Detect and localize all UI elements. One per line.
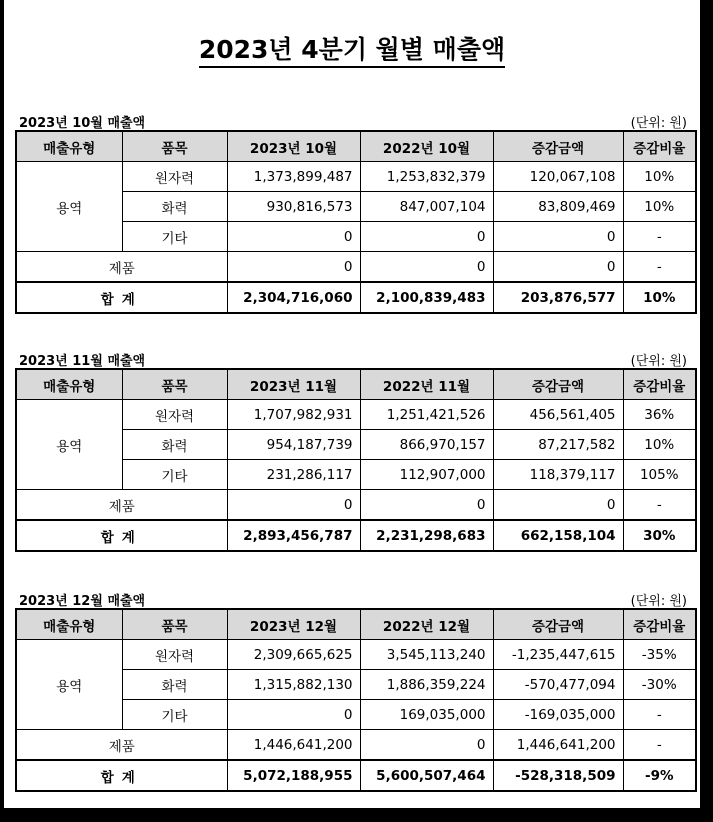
- total-rate: 10%: [623, 282, 696, 313]
- item-cell: 화력: [122, 192, 227, 222]
- current-cell: 1,315,882,130: [227, 670, 360, 700]
- current-cell: 2,309,665,625: [227, 640, 360, 670]
- diff-cell: -570,477,094: [493, 670, 623, 700]
- header-type: 매출유형: [16, 369, 122, 400]
- current-cell: 1,707,982,931: [227, 400, 360, 430]
- header-current: 2023년 12월: [227, 609, 360, 640]
- header-prior: 2022년 10월: [360, 131, 493, 162]
- prior-cell: 1,886,359,224: [360, 670, 493, 700]
- table-row: [16, 640, 696, 670]
- header-change-amount: 증감금액: [493, 609, 623, 640]
- total-label: 합계: [16, 520, 227, 551]
- table-row: [16, 162, 696, 192]
- diff-cell: 456,561,405: [493, 400, 623, 430]
- rate-cell: -30%: [623, 670, 696, 700]
- total-row: [16, 520, 696, 551]
- prior-cell: 0: [360, 730, 493, 761]
- service-type-cell: 용역: [16, 162, 122, 252]
- section-title: 2023년 10월 매출액: [19, 116, 146, 131]
- header-change-rate: 증감비율: [623, 609, 696, 640]
- total-label: 합계: [16, 282, 227, 313]
- diff-cell: 0: [493, 490, 623, 521]
- prior-cell: 866,970,157: [360, 430, 493, 460]
- current-cell: 231,286,117: [227, 460, 360, 490]
- section-title: 2023년 11월 매출액: [19, 354, 146, 369]
- total-prior: 2,231,298,683: [360, 520, 493, 551]
- unit-label: (단위: 원): [630, 116, 687, 131]
- total-current: 5,072,188,955: [227, 760, 360, 791]
- service-type-cell: 용역: [16, 640, 122, 730]
- rate-cell: -: [623, 730, 696, 761]
- current-cell: 0: [227, 490, 360, 521]
- october-sales-table: [15, 130, 697, 314]
- prior-cell: 112,907,000: [360, 460, 493, 490]
- item-cell: 기타: [122, 700, 227, 730]
- unit-label: (단위: 원): [630, 594, 687, 609]
- header-change-amount: 증감금액: [493, 369, 623, 400]
- header-item: 품목: [122, 609, 227, 640]
- table-row: [16, 400, 696, 430]
- prior-cell: 169,035,000: [360, 700, 493, 730]
- header-item: 품목: [122, 131, 227, 162]
- prior-cell: 0: [360, 252, 493, 283]
- product-row: [16, 490, 696, 521]
- rate-cell: 36%: [623, 400, 696, 430]
- rate-cell: 10%: [623, 430, 696, 460]
- total-prior: 5,600,507,464: [360, 760, 493, 791]
- december-sales-section: [15, 586, 689, 792]
- total-row: [16, 282, 696, 313]
- diff-cell: -1,235,447,615: [493, 640, 623, 670]
- diff-cell: 0: [493, 222, 623, 252]
- total-current: 2,304,716,060: [227, 282, 360, 313]
- rate-cell: 105%: [623, 460, 696, 490]
- header-type: 매출유형: [16, 609, 122, 640]
- item-cell: 원자력: [122, 400, 227, 430]
- item-cell: 기타: [122, 460, 227, 490]
- item-cell: 화력: [122, 670, 227, 700]
- unit-label: (단위: 원): [630, 354, 687, 369]
- header-prior: 2022년 12월: [360, 609, 493, 640]
- header-row: [16, 609, 696, 640]
- current-cell: 0: [227, 252, 360, 283]
- header-change-rate: 증감비율: [623, 131, 696, 162]
- prior-cell: 1,251,421,526: [360, 400, 493, 430]
- diff-cell: 0: [493, 252, 623, 283]
- current-cell: 930,816,573: [227, 192, 360, 222]
- item-cell: 기타: [122, 222, 227, 252]
- november-sales-table: [15, 368, 697, 552]
- diff-cell: -169,035,000: [493, 700, 623, 730]
- header-current: 2023년 10월: [227, 131, 360, 162]
- total-diff: -528,318,509: [493, 760, 623, 791]
- header-item: 품목: [122, 369, 227, 400]
- current-cell: 954,187,739: [227, 430, 360, 460]
- item-cell: 원자력: [122, 640, 227, 670]
- header-type: 매출유형: [16, 131, 122, 162]
- product-label: 제품: [16, 252, 227, 283]
- current-cell: 1,446,641,200: [227, 730, 360, 761]
- product-row: [16, 252, 696, 283]
- total-rate: -9%: [623, 760, 696, 791]
- rate-cell: -: [623, 222, 696, 252]
- current-cell: 0: [227, 222, 360, 252]
- total-diff: 662,158,104: [493, 520, 623, 551]
- november-sales-section: [15, 346, 689, 552]
- header-current: 2023년 11월: [227, 369, 360, 400]
- diff-cell: 83,809,469: [493, 192, 623, 222]
- header-row: [16, 131, 696, 162]
- item-cell: 원자력: [122, 162, 227, 192]
- rate-cell: -: [623, 490, 696, 521]
- current-cell: 1,373,899,487: [227, 162, 360, 192]
- diff-cell: 1,446,641,200: [493, 730, 623, 761]
- prior-cell: 3,545,113,240: [360, 640, 493, 670]
- document-title: 2023년 4분기 월별 매출액: [4, 30, 700, 66]
- header-change-amount: 증감금액: [493, 131, 623, 162]
- header-row: [16, 369, 696, 400]
- prior-cell: 0: [360, 222, 493, 252]
- october-sales-section: [15, 108, 689, 314]
- section-title: 2023년 12월 매출액: [19, 594, 146, 609]
- service-type-cell: 용역: [16, 400, 122, 490]
- product-row: [16, 730, 696, 761]
- item-cell: 화력: [122, 430, 227, 460]
- prior-cell: 847,007,104: [360, 192, 493, 222]
- header-change-rate: 증감비율: [623, 369, 696, 400]
- rate-cell: -35%: [623, 640, 696, 670]
- rate-cell: -: [623, 252, 696, 283]
- diff-cell: 87,217,582: [493, 430, 623, 460]
- header-prior: 2022년 11월: [360, 369, 493, 400]
- total-rate: 30%: [623, 520, 696, 551]
- rate-cell: 10%: [623, 192, 696, 222]
- prior-cell: 0: [360, 490, 493, 521]
- total-label: 합계: [16, 760, 227, 791]
- total-row: [16, 760, 696, 791]
- product-label: 제품: [16, 490, 227, 521]
- rate-cell: -: [623, 700, 696, 730]
- product-label: 제품: [16, 730, 227, 761]
- document-page: [4, 0, 700, 808]
- diff-cell: 118,379,117: [493, 460, 623, 490]
- prior-cell: 1,253,832,379: [360, 162, 493, 192]
- total-current: 2,893,456,787: [227, 520, 360, 551]
- rate-cell: 10%: [623, 162, 696, 192]
- current-cell: 0: [227, 700, 360, 730]
- total-diff: 203,876,577: [493, 282, 623, 313]
- december-sales-table: [15, 608, 697, 792]
- diff-cell: 120,067,108: [493, 162, 623, 192]
- total-prior: 2,100,839,483: [360, 282, 493, 313]
